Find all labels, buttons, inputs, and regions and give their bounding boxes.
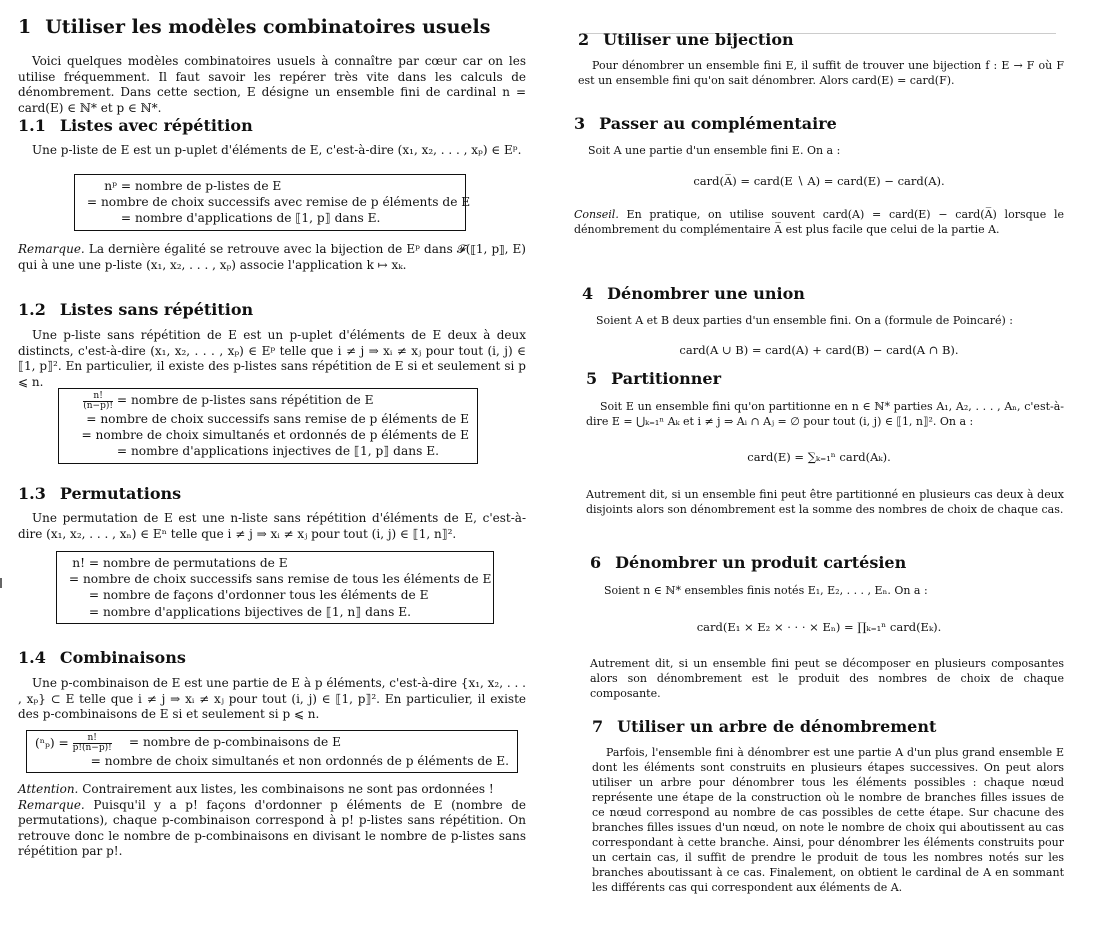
section-2 xyxy=(578,30,1064,88)
section-1-heading: 1 Utiliser les modèles combinatoires usuels xyxy=(18,16,491,38)
advice-label: Conseil. xyxy=(574,208,619,221)
complement-formula: card(A̅) = card(E ∖ A) = card(E) − card(A). xyxy=(693,174,945,188)
section-4-title: Dénombrer une union xyxy=(607,284,805,303)
section-1-2-heading: 1.2 Listes sans répétition xyxy=(18,300,254,319)
formula-box-lists-with-repetition xyxy=(74,174,471,231)
section-2-title: Utiliser une bijection xyxy=(603,30,794,49)
partition-formula: card(E) = ∑ₖ₌₁ⁿ card(Aₖ). xyxy=(747,450,891,464)
section-3-advice xyxy=(574,207,1064,237)
section-1-1-heading: 1.1 Listes avec répétition xyxy=(18,116,253,135)
section-1-4-notes xyxy=(18,782,526,860)
box-line: = nombre de façons d'ordonner tous les éléments de E xyxy=(88,588,429,603)
section-1-4-heading: 1.4 Combinaisons xyxy=(18,648,186,667)
frac-numerator: n! xyxy=(93,391,103,401)
box-line: = nombre de choix successifs sans remise de p éléments de E xyxy=(86,412,469,426)
box-line: = nombre de p-listes de E xyxy=(120,179,282,193)
advice-text: En pratique, on utilise souvent card(A) = card(E) − card(A̅) lorsque le dénombrement du complémentaire A̅ est plus facile que celui de la partie A. xyxy=(574,208,1064,236)
frac-denominator: (n−p)! xyxy=(83,401,113,411)
section-5-title: Partitionner xyxy=(611,369,722,388)
section-3-text: Soit A une partie d'un ensemble fini E. On a : xyxy=(588,144,841,157)
section-1-3-title: Permutations xyxy=(59,484,182,503)
section-1-1-title: Listes avec répétition xyxy=(59,116,253,135)
section-1 xyxy=(18,16,526,116)
box-lhs: n! xyxy=(72,556,85,570)
formula-box-combinations xyxy=(26,730,518,773)
formula-box-permutations xyxy=(56,551,494,624)
box-lhs: (ⁿₚ) = xyxy=(35,736,69,750)
box-line: = nombre de choix simultanés et ordonnés de p éléments de E xyxy=(81,428,469,443)
section-5-heading: 5 Partitionner xyxy=(586,369,722,388)
section-1-1-remark xyxy=(18,242,526,273)
section-1-3-heading: 1.3 Permutations xyxy=(18,484,182,503)
section-1-1 xyxy=(18,116,526,159)
section-1-2-text: Une p-liste sans répétition de E est un p-uplet d'éléments de E deux à deux distincts, c'est-à-dire (x₁, x₂, . . . , xₚ) ∈ Eᵖ telle que i ≠ j ⇒ xᵢ ≠ xⱼ pour tout (i, j) ∈ ⟦1, p⟧². En particulier, il existe des p-listes sans répétition de E si et seulement si p ⩽ n. xyxy=(18,328,526,389)
section-2-heading: 2 Utiliser une bijection xyxy=(578,30,794,49)
section-1-3 xyxy=(18,484,526,542)
section-6-after xyxy=(590,656,1064,701)
box-line: = nombre de permutations de E xyxy=(88,556,288,570)
section-1-4 xyxy=(18,648,526,723)
section-1-1-text: Une p-liste de E est un p-uplet d'éléments de E, c'est-à-dire (x₁, x₂, . . . , xₚ) ∈ Eᵖ. xyxy=(32,143,522,157)
section-7-text: Parfois, l'ensemble fini à dénombrer est une partie A d'un plus grand ensemble E dont les éléments sont construits en plusieurs étapes successives. On peut alors utiliser un arbre pour dénombrer tous les éléments possibles : chaque nœud représente une étape de la construction où le nombre de branches filles issues de ce nœud correspond au nombre de cas possibles de cette étape. Sur chacune des branches filles issues d'un nœud, on note le nombre de choix qui aboutissent au cas correspondant à cette branche. Ainsi, pour dénombrer les éléments construits pour un certain cas, il suffit de prendre le produit de tous les nombres notés sur les branches aboutissant à ce cas. Finalement, on obtient le cardinal de A en sommant les différents cas qui correspondent aux éléments de A. xyxy=(592,746,1064,894)
section-6-after-text: Autrement dit, si un ensemble fini peut se décomposer en plusieurs composantes alors son dénombrement est le produit des nombres de choix de chaque composante. xyxy=(590,657,1064,700)
remark-text: La dernière égalité se retrouve avec la bijection de Eᵖ dans 𝓕(⟦1, p⟧, E) qui à une une p-liste (x₁, x₂, . . . , xₚ) associe l'application k ↦ xₖ. xyxy=(18,242,526,272)
section-7-heading: 7 Utiliser un arbre de dénombrement xyxy=(592,717,937,736)
section-6 xyxy=(590,553,1064,598)
remark-label: Remarque. xyxy=(18,242,85,256)
section-1-title: Utiliser les modèles combinatoires usuels xyxy=(45,16,491,38)
remark-text: Puisqu'il y a p! façons d'ordonner p éléments de E (nombre de permutations), chaque p-combinaison correspond à p! p-listes sans répétition. On retrouve donc le nombre de p-combinaisons en divisant le nombre de p-listes sans répétition par p!. xyxy=(18,797,526,858)
poincare-formula: card(A ∪ B) = card(A) + card(B) − card(A ∩ B). xyxy=(679,343,959,357)
box-line: = nombre de p-combinaisons de E xyxy=(128,735,342,749)
box-line: = nombre d'applications de ⟦1, p⟧ dans E. xyxy=(120,211,381,226)
section-6-heading: 6 Dénombrer un produit cartésien xyxy=(590,553,907,572)
section-1-2-title: Listes sans répétition xyxy=(59,300,254,319)
box-line: = nombre de choix successifs sans remise de tous les éléments de E xyxy=(68,572,492,587)
section-1-2 xyxy=(18,300,526,390)
section-5-after-text: Autrement dit, si un ensemble fini peut être partitionné en plusieurs cas deux à deux disjoints alors son dénombrement est la somme des nombres de choix de chaque cas. xyxy=(586,488,1064,516)
section-1-intro: Voici quelques modèles combinatoires usuels à connaître par cœur car on les utilise fréquemment. Il faut savoir les repérer très vite dans les calculs de dénombrement. Dans cette section, E désigne un ensemble fini de cardinal n = card(E) ∈ ℕ* et p ∈ ℕ*. xyxy=(18,54,526,115)
formula-box-lists-without-repetition xyxy=(58,388,478,464)
section-1-4-title: Combinaisons xyxy=(59,648,186,667)
box-line: = nombre d'applications injectives de ⟦1, p⟧ dans E. xyxy=(116,444,439,459)
box-line: = nombre de choix successifs avec remise de p éléments de E xyxy=(86,195,471,210)
box-line: = nombre de choix simultanés et non ordonnés de p éléments de E. xyxy=(90,754,509,768)
section-7 xyxy=(592,717,1064,895)
product-formula: card(E₁ × E₂ × · · · × Eₙ) = ∏ₖ₌₁ⁿ card(Eₖ). xyxy=(696,620,942,634)
section-2-text: Pour dénombrer un ensemble fini E, il suffit de trouver une bijection f : E → F où F est un ensemble fini qu'on sait dénombrer. Alors card(E) = card(F). xyxy=(578,59,1064,87)
section-5-body xyxy=(586,399,1064,429)
box-line: = nombre de p-listes sans répétition de E xyxy=(116,393,374,407)
section-4-heading: 4 Dénombrer une union xyxy=(582,284,805,303)
page-edge-mark xyxy=(0,578,2,588)
section-3 xyxy=(574,114,1064,158)
section-1-4-text: Une p-combinaison de E est une partie de E à p éléments, c'est-à-dire {x₁, x₂, . . . , xₚ} ⊂ E telle que i ≠ j ⇒ xᵢ ≠ xⱼ pour tout (i, j) ∈ ⟦1, p⟧². En particulier, il existe des p-combinaisons de E si et seulement si p ⩽ n. xyxy=(18,676,526,721)
frac-numerator: n! xyxy=(87,733,97,743)
remark-label: Remarque. xyxy=(18,797,85,812)
section-3-title: Passer au complémentaire xyxy=(599,114,837,133)
box-line: = nombre d'applications bijectives de ⟦1, n⟧ dans E. xyxy=(88,604,411,619)
section-1-3-text: Une permutation de E est une n-liste sans répétition d'éléments de E, c'est-à-dire (x₁, x₂, . . . , xₙ) ∈ Eⁿ telle que i ≠ j ⇒ xᵢ ≠ xⱼ pour tout (i, j) ∈ ⟦1, n⟧². xyxy=(18,511,526,541)
section-7-title: Utiliser un arbre de dénombrement xyxy=(617,717,937,736)
section-5-text: Soit E un ensemble fini qu'on partitionne en n ∈ ℕ* parties A₁, A₂, . . . , Aₙ, c'est-à-dire E = ⋃ₖ₌₁ⁿ Aₖ et i ≠ j ⇒ Aᵢ ∩ Aⱼ = ∅ pour tout (i, j) ∈ ⟦1, n⟧². On a : xyxy=(586,400,1064,428)
attention-label: Attention. xyxy=(18,782,79,796)
attention-text: Contrairement aux listes, les combinaisons ne sont pas ordonnées ! xyxy=(82,782,494,796)
section-3-heading: 3 Passer au complémentaire xyxy=(574,114,837,133)
section-6-title: Dénombrer un produit cartésien xyxy=(615,553,907,572)
section-4-text: Soient A et B deux parties d'un ensemble fini. On a (formule de Poincaré) : xyxy=(596,314,1013,327)
box-lhs: nᵖ xyxy=(104,179,117,193)
section-5 xyxy=(586,369,1064,388)
section-4 xyxy=(582,284,1064,328)
section-6-text: Soient n ∈ ℕ* ensembles finis notés E₁, E₂, . . . , Eₙ. On a : xyxy=(604,584,928,597)
section-5-after xyxy=(586,487,1064,517)
frac-denominator: p!(n−p)! xyxy=(72,743,112,753)
